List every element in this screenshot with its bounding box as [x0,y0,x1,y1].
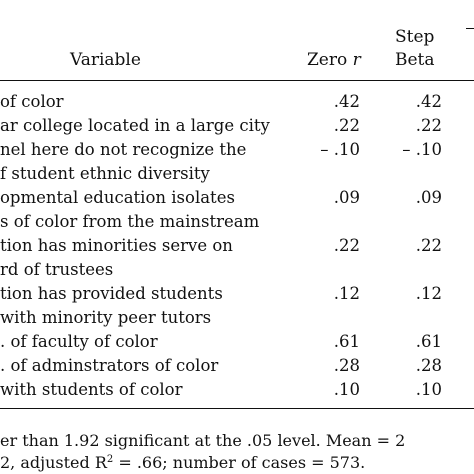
header-zero-r-italic: r [352,50,361,70]
top-rule-fragment [466,28,474,29]
row-variable-text: with students of color [0,380,183,399]
row-zero-r: .42 [333,92,360,111]
row-zero-r: – .10 [320,140,360,159]
row-step-beta: .28 [415,356,442,375]
row-variable-text: with minority peer tutors [0,308,212,327]
row-zero-r: .22 [333,116,360,135]
header-variable: Variable [70,50,141,70]
row-step-beta: .61 [415,332,442,351]
row-zero-r: .10 [333,380,360,399]
row-step-beta: – .10 [402,140,442,159]
row-variable-text: opmental education isolates [0,188,235,207]
row-variable-text: f student ethnic diversity [0,164,210,183]
row-variable-text: . of adminstrators of color [0,356,219,375]
row-step-beta: .09 [415,188,442,207]
row-step-beta: .42 [415,92,442,111]
row-zero-r: .22 [333,236,360,255]
header-rule [0,80,474,81]
row-variable-text: nel here do not recognize the [0,140,247,159]
footnote-superscript: 2 [106,454,114,465]
row-variable-text: of color [0,92,64,111]
row-step-beta: .10 [415,380,442,399]
header-beta: Beta [395,50,435,70]
row-variable-text: . of faculty of color [0,332,158,351]
footnote-line-2: 2, adjusted $R^2 = .66$; number of cases = 573. [0,453,366,472]
row-zero-r: .09 [333,188,360,207]
row-zero-r: .28 [333,356,360,375]
row-variable-text: ar college located in a large city [0,116,270,135]
row-zero-r: .61 [333,332,360,351]
footnote-line-1: er than 1.92 significant at the .05 level. Mean = 2 [0,431,406,450]
row-step-beta: .22 [415,236,442,255]
row-zero-r: .12 [333,284,360,303]
row-variable-text: rd of trustees [0,260,114,279]
header-step: Step [395,27,435,47]
header-zero-r: Zero r [307,50,361,70]
row-variable-text: s of color from the mainstream [0,212,260,231]
row-variable-text: tion has minorities serve on [0,236,233,255]
bottom-rule [0,408,474,409]
row-step-beta: .12 [415,284,442,303]
row-step-beta: .22 [415,116,442,135]
row-variable-text: tion has provided students [0,284,223,303]
